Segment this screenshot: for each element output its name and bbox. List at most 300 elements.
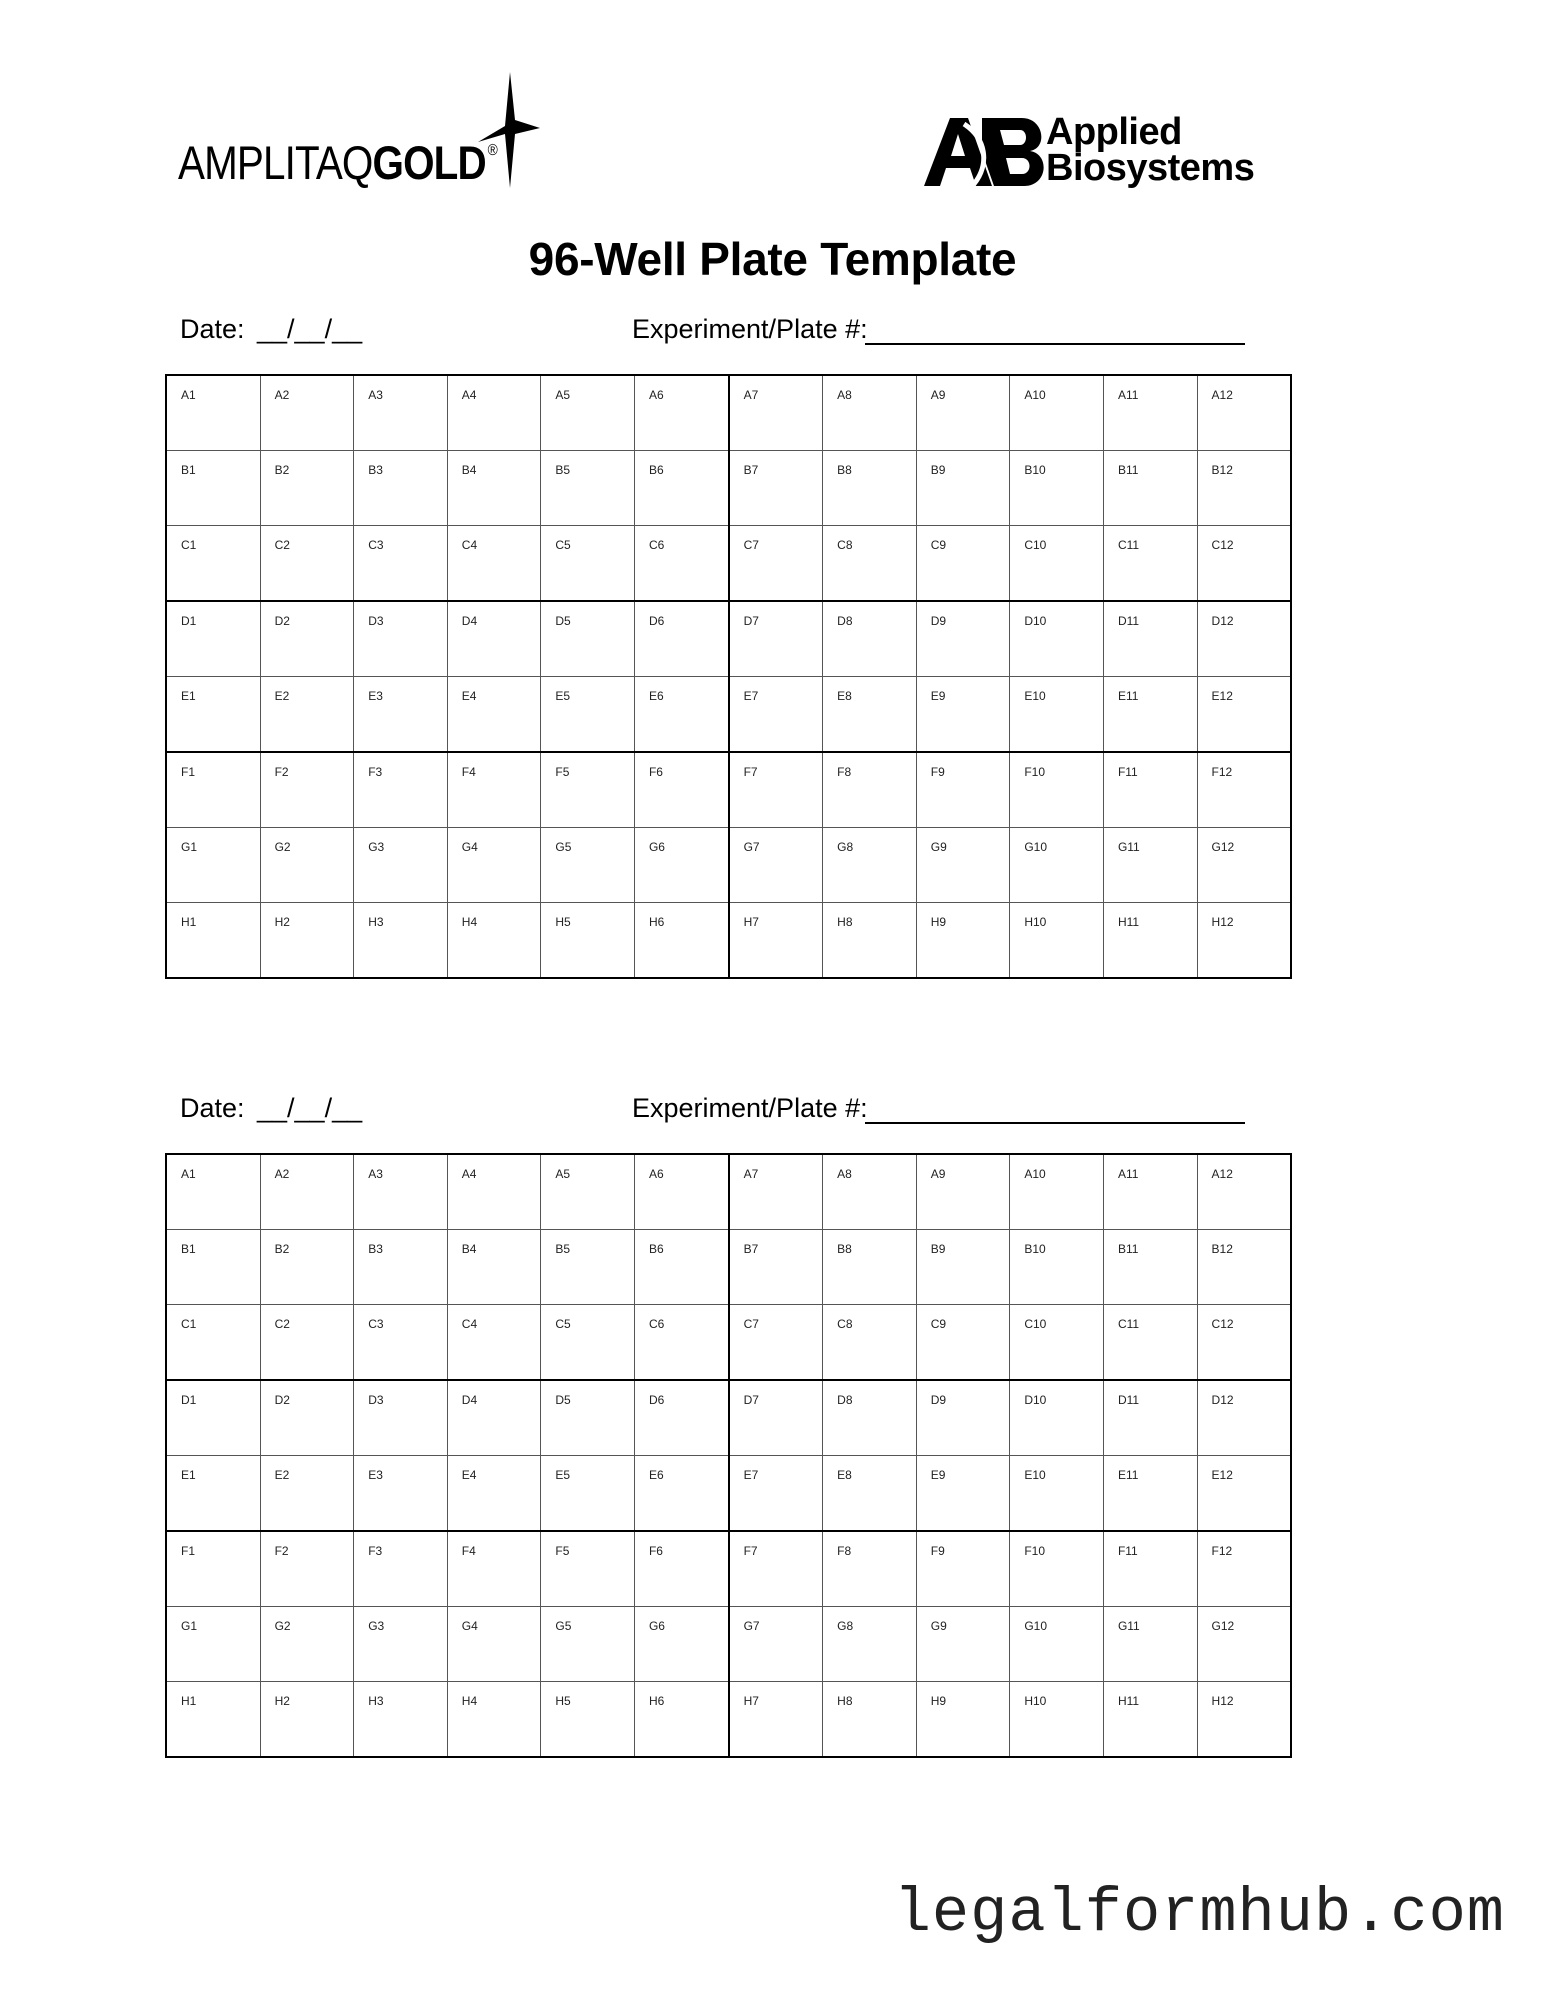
- well-cell[interactable]: [634, 1154, 728, 1230]
- well-cell[interactable]: [260, 752, 354, 828]
- well-cell[interactable]: [354, 752, 448, 828]
- well-cell[interactable]: [354, 375, 448, 451]
- well-label: C2: [274, 1317, 290, 1331]
- well-label: H12: [1211, 1694, 1234, 1708]
- well-cell[interactable]: [354, 1230, 448, 1305]
- well-cell[interactable]: [447, 1380, 541, 1456]
- well-cell[interactable]: [354, 1456, 448, 1532]
- well-cell[interactable]: [729, 828, 823, 903]
- well-label: C10: [1024, 538, 1047, 552]
- plate-row: [166, 1380, 1291, 1456]
- well-cell[interactable]: [354, 451, 448, 526]
- well-label: G10: [1024, 840, 1048, 854]
- well-cell[interactable]: [1010, 451, 1104, 526]
- well-cell[interactable]: [1197, 1607, 1291, 1682]
- well-label: H4: [461, 915, 478, 929]
- well-cell[interactable]: [1103, 451, 1197, 526]
- plate-row: [166, 1456, 1291, 1532]
- well-label: E6: [648, 689, 664, 703]
- well-cell[interactable]: [260, 828, 354, 903]
- well-label: H10: [1024, 915, 1047, 929]
- well-cell[interactable]: [729, 903, 823, 979]
- well-label: G11: [1117, 840, 1140, 854]
- well-cell[interactable]: [823, 375, 917, 451]
- biosystems-text: Biosystems: [1046, 147, 1255, 189]
- well-cell[interactable]: [354, 1305, 448, 1381]
- well-cell[interactable]: [541, 1456, 635, 1532]
- well-label: E9: [930, 1468, 946, 1482]
- well-cell[interactable]: [166, 752, 260, 828]
- well-cell[interactable]: [166, 903, 260, 979]
- well-cell[interactable]: [447, 1230, 541, 1305]
- well-label: H11: [1117, 915, 1140, 929]
- well-cell[interactable]: [166, 1456, 260, 1532]
- well-cell[interactable]: [823, 1456, 917, 1532]
- well-label: H8: [837, 915, 853, 929]
- well-label: G6: [648, 840, 665, 854]
- well-cell[interactable]: [823, 1380, 917, 1456]
- well-cell[interactable]: [1103, 1456, 1197, 1532]
- well-cell[interactable]: [634, 1230, 728, 1305]
- well-label: G1: [181, 840, 198, 854]
- well-cell[interactable]: [541, 1682, 635, 1758]
- well-label: D2: [274, 1393, 290, 1407]
- well-cell[interactable]: [634, 1607, 728, 1682]
- well-label: C9: [930, 538, 947, 552]
- well-cell[interactable]: [260, 1682, 354, 1758]
- well-cell[interactable]: [354, 526, 448, 602]
- well-label: F3: [368, 765, 383, 779]
- well-cell[interactable]: [260, 1607, 354, 1682]
- well-label: H5: [555, 915, 571, 929]
- well-cell[interactable]: [1197, 1154, 1291, 1230]
- well-cell[interactable]: [166, 1607, 260, 1682]
- well-cell[interactable]: [447, 1305, 541, 1381]
- well-label: B5: [555, 1242, 571, 1256]
- well-cell[interactable]: [1010, 1607, 1104, 1682]
- well-label: E6: [648, 1468, 664, 1482]
- well-label: C1: [181, 1317, 197, 1331]
- well-label: A6: [648, 388, 664, 402]
- well-cell[interactable]: [823, 526, 917, 602]
- well-cell[interactable]: [354, 1380, 448, 1456]
- well-label: G5: [555, 1619, 572, 1633]
- well-label: D4: [461, 614, 478, 628]
- well-cell[interactable]: [447, 1682, 541, 1758]
- well-cell[interactable]: [166, 1230, 260, 1305]
- well-cell[interactable]: [823, 828, 917, 903]
- well-label: A6: [648, 1167, 664, 1181]
- well-cell[interactable]: [260, 903, 354, 979]
- well-cell[interactable]: [823, 1607, 917, 1682]
- well-cell[interactable]: [634, 1305, 728, 1381]
- well-cell[interactable]: [447, 1607, 541, 1682]
- well-cell[interactable]: [541, 1154, 635, 1230]
- well-cell[interactable]: [916, 677, 1010, 753]
- well-label: D9: [930, 1393, 947, 1407]
- plate-row: [166, 1682, 1291, 1758]
- well-cell[interactable]: [166, 828, 260, 903]
- well-label: F7: [743, 765, 758, 779]
- well-cell[interactable]: [916, 903, 1010, 979]
- well-label: B2: [274, 1242, 290, 1256]
- well-cell[interactable]: [729, 451, 823, 526]
- ab-monogram-icon: [924, 118, 1052, 186]
- well-cell[interactable]: [541, 526, 635, 602]
- well-cell[interactable]: [1197, 752, 1291, 828]
- plate-row: [166, 1305, 1291, 1381]
- well-label: F9: [930, 1544, 945, 1558]
- well-cell[interactable]: [1010, 1230, 1104, 1305]
- well-cell[interactable]: [729, 1607, 823, 1682]
- well-label: F4: [461, 1544, 476, 1558]
- well-label: A1: [181, 1167, 196, 1181]
- well-label: B12: [1211, 463, 1233, 477]
- well-cell[interactable]: [729, 375, 823, 451]
- well-cell[interactable]: [634, 1456, 728, 1532]
- well-cell[interactable]: [1010, 1154, 1104, 1230]
- well-cell[interactable]: [1197, 451, 1291, 526]
- well-label: F2: [274, 1544, 289, 1558]
- well-cell[interactable]: [166, 1305, 260, 1381]
- well-cell[interactable]: [354, 677, 448, 753]
- well-label: B9: [930, 463, 946, 477]
- well-label: D12: [1211, 614, 1234, 628]
- well-label: E2: [274, 1468, 290, 1482]
- well-cell[interactable]: [729, 526, 823, 602]
- well-cell[interactable]: [1197, 601, 1291, 677]
- well-cell[interactable]: [823, 903, 917, 979]
- well-cell[interactable]: [729, 752, 823, 828]
- plate-row: [166, 903, 1291, 979]
- well-cell[interactable]: [447, 601, 541, 677]
- well-label: E10: [1024, 1468, 1046, 1482]
- well-label: C11: [1117, 1317, 1140, 1331]
- well-cell[interactable]: [166, 677, 260, 753]
- star-icon: [470, 72, 540, 188]
- well-label: G7: [743, 1619, 760, 1633]
- well-cell[interactable]: [1197, 375, 1291, 451]
- experiment-plate-field[interactable]: [865, 1122, 1245, 1124]
- well-label: A5: [555, 388, 571, 402]
- well-cell[interactable]: [1010, 903, 1104, 979]
- plate-section-1: [165, 314, 1277, 979]
- well-label: B3: [368, 1242, 383, 1256]
- well-cell[interactable]: [541, 752, 635, 828]
- well-label: A8: [837, 388, 852, 402]
- date-field[interactable]: __/__/__: [257, 314, 363, 344]
- well-label: C7: [743, 1317, 759, 1331]
- well-cell[interactable]: [729, 1154, 823, 1230]
- well-cell[interactable]: [634, 375, 728, 451]
- well-label: B7: [743, 1242, 759, 1256]
- well-cell[interactable]: [166, 1380, 260, 1456]
- well-cell[interactable]: [541, 601, 635, 677]
- well-cell[interactable]: [1197, 1456, 1291, 1532]
- well-label: D11: [1117, 614, 1140, 628]
- well-cell[interactable]: [916, 752, 1010, 828]
- well-cell[interactable]: [447, 375, 541, 451]
- well-cell[interactable]: [823, 1531, 917, 1607]
- well-label: E12: [1211, 689, 1233, 703]
- well-label: E8: [837, 689, 852, 703]
- well-cell[interactable]: [1197, 1305, 1291, 1381]
- well-cell[interactable]: [1197, 828, 1291, 903]
- well-cell[interactable]: [260, 1305, 354, 1381]
- well-cell[interactable]: [1197, 677, 1291, 753]
- well-label: G8: [837, 840, 854, 854]
- well-cell[interactable]: [1197, 903, 1291, 979]
- experiment-plate-field[interactable]: [865, 343, 1245, 345]
- well-cell[interactable]: [354, 1607, 448, 1682]
- well-cell[interactable]: [1010, 526, 1104, 602]
- well-label: G4: [461, 840, 478, 854]
- well-cell[interactable]: [166, 526, 260, 602]
- well-label: G12: [1211, 1619, 1235, 1633]
- well-cell[interactable]: [166, 375, 260, 451]
- well-label: H9: [930, 915, 947, 929]
- well-label: E5: [555, 689, 571, 703]
- well-cell[interactable]: [1103, 1380, 1197, 1456]
- experiment-plate-label: Experiment/Plate #:: [632, 1093, 868, 1123]
- well-cell[interactable]: [1103, 1531, 1197, 1607]
- well-cell[interactable]: [634, 526, 728, 602]
- well-label: B1: [181, 1242, 196, 1256]
- well-cell[interactable]: [1103, 1682, 1197, 1758]
- well-cell[interactable]: [729, 1682, 823, 1758]
- well-cell[interactable]: [354, 1154, 448, 1230]
- well-cell[interactable]: [354, 828, 448, 903]
- well-cell[interactable]: [1010, 1682, 1104, 1758]
- well-cell[interactable]: [260, 1230, 354, 1305]
- well-cell[interactable]: [447, 1154, 541, 1230]
- well-cell[interactable]: [166, 1682, 260, 1758]
- well-label: D11: [1117, 1393, 1140, 1407]
- well-cell[interactable]: [541, 903, 635, 979]
- well-cell[interactable]: [916, 1682, 1010, 1758]
- well-cell[interactable]: [634, 1380, 728, 1456]
- well-cell[interactable]: [1197, 1380, 1291, 1456]
- well-cell[interactable]: [729, 601, 823, 677]
- well-cell[interactable]: [447, 526, 541, 602]
- well-cell[interactable]: [916, 1456, 1010, 1532]
- well-label: H9: [930, 1694, 947, 1708]
- well-cell[interactable]: [166, 451, 260, 526]
- well-label: E11: [1117, 689, 1139, 703]
- well-cell[interactable]: [1103, 601, 1197, 677]
- well-cell[interactable]: [1010, 601, 1104, 677]
- well-cell[interactable]: [1197, 1230, 1291, 1305]
- well-cell[interactable]: [260, 526, 354, 602]
- well-cell[interactable]: [823, 1305, 917, 1381]
- well-label: B10: [1024, 1242, 1046, 1256]
- well-cell[interactable]: [1103, 1607, 1197, 1682]
- well-cell[interactable]: [1010, 1531, 1104, 1607]
- well-cell[interactable]: [634, 828, 728, 903]
- well-cell[interactable]: [260, 375, 354, 451]
- well-cell[interactable]: [447, 677, 541, 753]
- well-cell[interactable]: [916, 1305, 1010, 1381]
- well-label: F4: [461, 765, 476, 779]
- well-label: H2: [274, 915, 290, 929]
- well-cell[interactable]: [447, 1456, 541, 1532]
- well-cell[interactable]: [823, 677, 917, 753]
- well-cell[interactable]: [354, 1531, 448, 1607]
- well-cell[interactable]: [916, 1607, 1010, 1682]
- well-cell[interactable]: [541, 1531, 635, 1607]
- well-cell[interactable]: [260, 451, 354, 526]
- well-cell[interactable]: [166, 1154, 260, 1230]
- well-cell[interactable]: [354, 601, 448, 677]
- well-label: D6: [648, 614, 665, 628]
- well-cell[interactable]: [916, 1230, 1010, 1305]
- well-cell[interactable]: [260, 1456, 354, 1532]
- well-cell[interactable]: [541, 451, 635, 526]
- well-label: E5: [555, 1468, 571, 1482]
- well-cell[interactable]: [354, 903, 448, 979]
- well-cell[interactable]: [1103, 1154, 1197, 1230]
- well-cell[interactable]: [541, 375, 635, 451]
- well-label: F7: [743, 1544, 758, 1558]
- well-cell[interactable]: [823, 1230, 917, 1305]
- well-label: G6: [648, 1619, 665, 1633]
- well-label: D12: [1211, 1393, 1234, 1407]
- experiment-plate-label: Experiment/Plate #:: [632, 314, 868, 344]
- well-label: F12: [1211, 765, 1233, 779]
- plate-header-fields: [165, 1093, 1277, 1153]
- well-cell[interactable]: [260, 1380, 354, 1456]
- well-cell[interactable]: [729, 1305, 823, 1381]
- well-cell[interactable]: [1103, 1230, 1197, 1305]
- well-cell[interactable]: [916, 375, 1010, 451]
- well-label: H4: [461, 1694, 478, 1708]
- well-cell[interactable]: [823, 1682, 917, 1758]
- well-cell[interactable]: [447, 903, 541, 979]
- plate-section-2: [165, 1093, 1277, 1758]
- well-cell[interactable]: [729, 1230, 823, 1305]
- well-cell[interactable]: [916, 601, 1010, 677]
- well-cell[interactable]: [541, 677, 635, 753]
- well-label: E1: [181, 689, 196, 703]
- well-label: H5: [555, 1694, 571, 1708]
- well-label: H7: [743, 915, 759, 929]
- well-cell[interactable]: [1103, 903, 1197, 979]
- well-plate-grid: [165, 374, 1292, 979]
- well-cell[interactable]: [260, 1531, 354, 1607]
- well-cell[interactable]: [354, 1682, 448, 1758]
- well-cell[interactable]: [916, 526, 1010, 602]
- well-cell[interactable]: [1103, 752, 1197, 828]
- well-cell[interactable]: [823, 601, 917, 677]
- well-cell[interactable]: [823, 451, 917, 526]
- well-cell[interactable]: [1103, 375, 1197, 451]
- well-cell[interactable]: [260, 601, 354, 677]
- well-cell[interactable]: [634, 601, 728, 677]
- well-cell[interactable]: [447, 451, 541, 526]
- well-cell[interactable]: [823, 1154, 917, 1230]
- well-label: B7: [743, 463, 759, 477]
- well-cell[interactable]: [634, 1531, 728, 1607]
- well-cell[interactable]: [1010, 375, 1104, 451]
- well-cell[interactable]: [634, 451, 728, 526]
- well-label: G8: [837, 1619, 854, 1633]
- well-label: D9: [930, 614, 947, 628]
- well-label: F9: [930, 765, 945, 779]
- well-cell[interactable]: [541, 828, 635, 903]
- well-cell[interactable]: [1103, 828, 1197, 903]
- well-label: B12: [1211, 1242, 1233, 1256]
- well-label: G12: [1211, 840, 1235, 854]
- well-cell[interactable]: [1103, 1305, 1197, 1381]
- well-label: H8: [837, 1694, 853, 1708]
- well-cell[interactable]: [1010, 677, 1104, 753]
- well-cell[interactable]: [541, 1230, 635, 1305]
- well-label: H6: [648, 1694, 665, 1708]
- well-cell[interactable]: [634, 677, 728, 753]
- well-cell[interactable]: [916, 1531, 1010, 1607]
- well-cell[interactable]: [447, 828, 541, 903]
- well-label: F3: [368, 1544, 383, 1558]
- well-cell[interactable]: [1197, 1531, 1291, 1607]
- well-cell[interactable]: [1197, 526, 1291, 602]
- plate-row: [166, 1531, 1291, 1607]
- well-cell[interactable]: [260, 1154, 354, 1230]
- well-cell[interactable]: [1010, 1456, 1104, 1532]
- well-label: H3: [368, 1694, 384, 1708]
- well-cell[interactable]: [1103, 677, 1197, 753]
- well-cell[interactable]: [634, 1682, 728, 1758]
- well-cell[interactable]: [541, 1607, 635, 1682]
- well-cell[interactable]: [729, 1380, 823, 1456]
- well-cell[interactable]: [1197, 1682, 1291, 1758]
- well-cell[interactable]: [166, 601, 260, 677]
- well-label: H12: [1211, 915, 1234, 929]
- well-label: G3: [368, 1619, 385, 1633]
- plate-row: [166, 375, 1291, 451]
- well-cell[interactable]: [916, 451, 1010, 526]
- well-cell[interactable]: [447, 1531, 541, 1607]
- well-cell[interactable]: [916, 1380, 1010, 1456]
- well-label: B11: [1117, 1242, 1139, 1256]
- well-cell[interactable]: [1010, 828, 1104, 903]
- well-cell[interactable]: [541, 1380, 635, 1456]
- well-cell[interactable]: [634, 903, 728, 979]
- well-cell[interactable]: [729, 677, 823, 753]
- well-cell[interactable]: [541, 1305, 635, 1381]
- well-label: G3: [368, 840, 385, 854]
- well-label: B4: [461, 463, 477, 477]
- well-cell[interactable]: [260, 677, 354, 753]
- well-cell[interactable]: [166, 1531, 260, 1607]
- well-cell[interactable]: [729, 1531, 823, 1607]
- well-cell[interactable]: [1010, 1305, 1104, 1381]
- well-cell[interactable]: [916, 828, 1010, 903]
- well-cell[interactable]: [1010, 1380, 1104, 1456]
- well-cell[interactable]: [447, 752, 541, 828]
- well-label: G11: [1117, 1619, 1140, 1633]
- well-label: F6: [648, 765, 663, 779]
- well-label: F2: [274, 765, 289, 779]
- well-cell[interactable]: [1103, 526, 1197, 602]
- well-cell[interactable]: [916, 1154, 1010, 1230]
- well-cell[interactable]: [823, 752, 917, 828]
- well-cell[interactable]: [634, 752, 728, 828]
- plate-row: [166, 601, 1291, 677]
- well-cell[interactable]: [1010, 752, 1104, 828]
- well-label: C6: [648, 1317, 665, 1331]
- date-field[interactable]: __/__/__: [257, 1093, 363, 1123]
- well-cell[interactable]: [729, 1456, 823, 1532]
